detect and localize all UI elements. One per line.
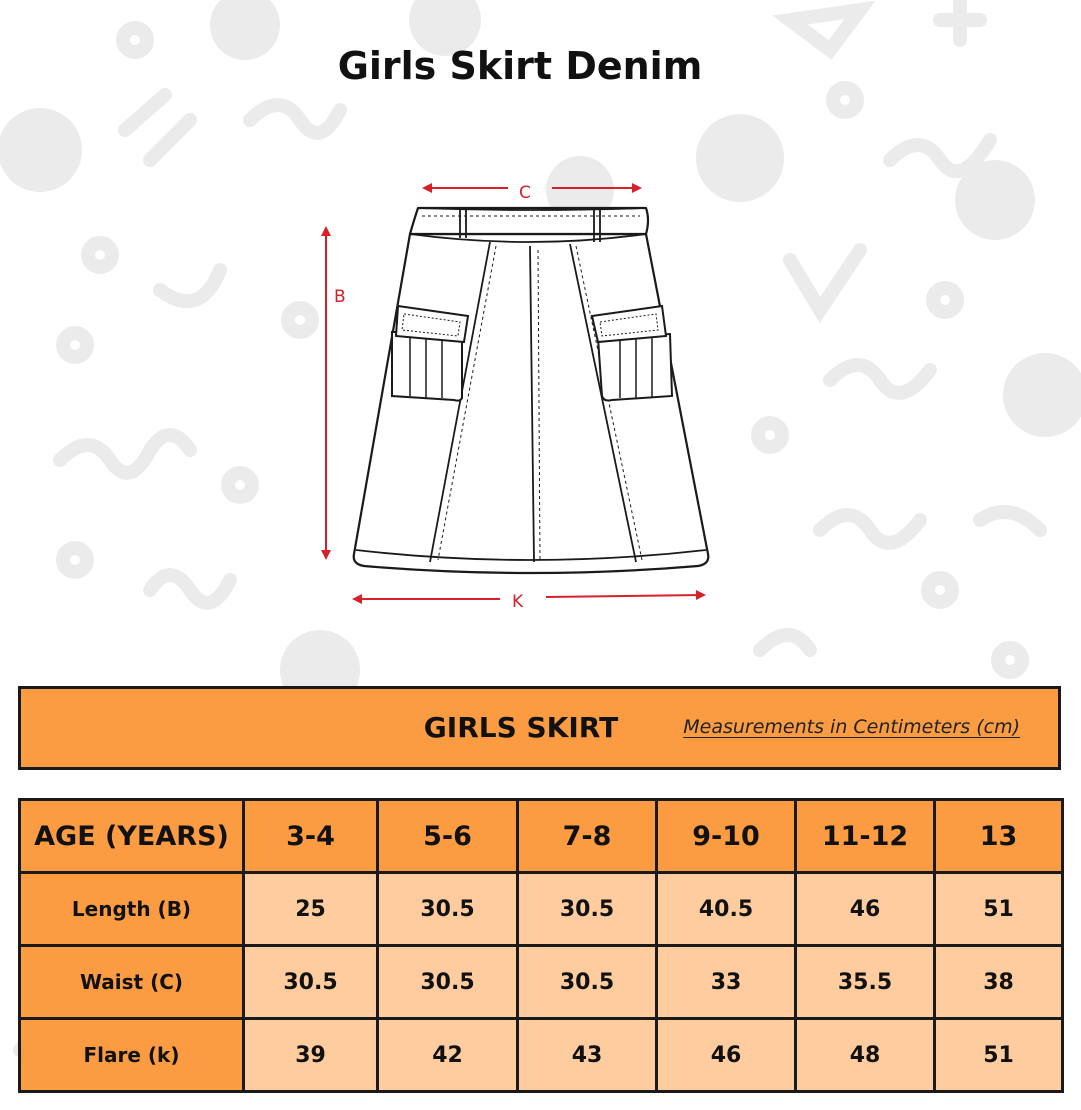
flare-dimension-arrow [352, 590, 706, 604]
row-label-flare: Flare (k) [20, 1019, 244, 1092]
table-cell: 40.5 [657, 873, 796, 946]
table-row [20, 1019, 1063, 1092]
row-label-waist: Waist (C) [20, 946, 244, 1019]
age-header-cell: 9-10 [657, 800, 796, 873]
table-cell: 33 [657, 946, 796, 1019]
table-cell: 30.5 [518, 946, 657, 1019]
table-cell: 35.5 [796, 946, 935, 1019]
waist-label: C [519, 183, 531, 203]
measurement-unit-note: Measurements in Centimeters (cm) [683, 716, 1020, 738]
table-cell: 43 [518, 1019, 657, 1092]
table-header-row [20, 800, 1063, 873]
skirt-technical-drawing [300, 170, 740, 620]
skirt-waistband [410, 208, 648, 234]
age-header-cell: 3-4 [244, 800, 378, 873]
table-cell: 42 [378, 1019, 518, 1092]
waist-dimension-arrow [422, 183, 642, 193]
age-header-cell: 5-6 [378, 800, 518, 873]
table-cell: 30.5 [378, 946, 518, 1019]
table-cell: 30.5 [244, 946, 378, 1019]
row-label-length: Length (B) [20, 873, 244, 946]
table-cell: 38 [935, 946, 1063, 1019]
age-header-cell: 11-12 [796, 800, 935, 873]
table-banner [18, 686, 1061, 770]
table-cell: 48 [796, 1019, 935, 1092]
table-cell: 25 [244, 873, 378, 946]
table-row [20, 873, 1063, 946]
flare-label: K [512, 592, 524, 612]
left-cargo-pocket [392, 306, 468, 401]
right-cargo-pocket [592, 306, 672, 401]
table-cell: 46 [796, 873, 935, 946]
table-cell: 39 [244, 1019, 378, 1092]
page-title: Girls Skirt Denim [337, 44, 703, 88]
table-cell: 30.5 [378, 873, 518, 946]
age-header-cell: 13 [935, 800, 1063, 873]
age-column-header: AGE (YEARS) [20, 800, 244, 873]
length-label: B [334, 287, 346, 307]
size-chart-table [18, 798, 1064, 1093]
table-cell: 51 [935, 873, 1063, 946]
age-header-cell: 7-8 [518, 800, 657, 873]
banner-title: GIRLS SKIRT [423, 711, 619, 744]
table-cell: 51 [935, 1019, 1063, 1092]
table-cell: 30.5 [518, 873, 657, 946]
table-cell: 46 [657, 1019, 796, 1092]
length-dimension-arrow [321, 226, 331, 560]
table-row [20, 946, 1063, 1019]
